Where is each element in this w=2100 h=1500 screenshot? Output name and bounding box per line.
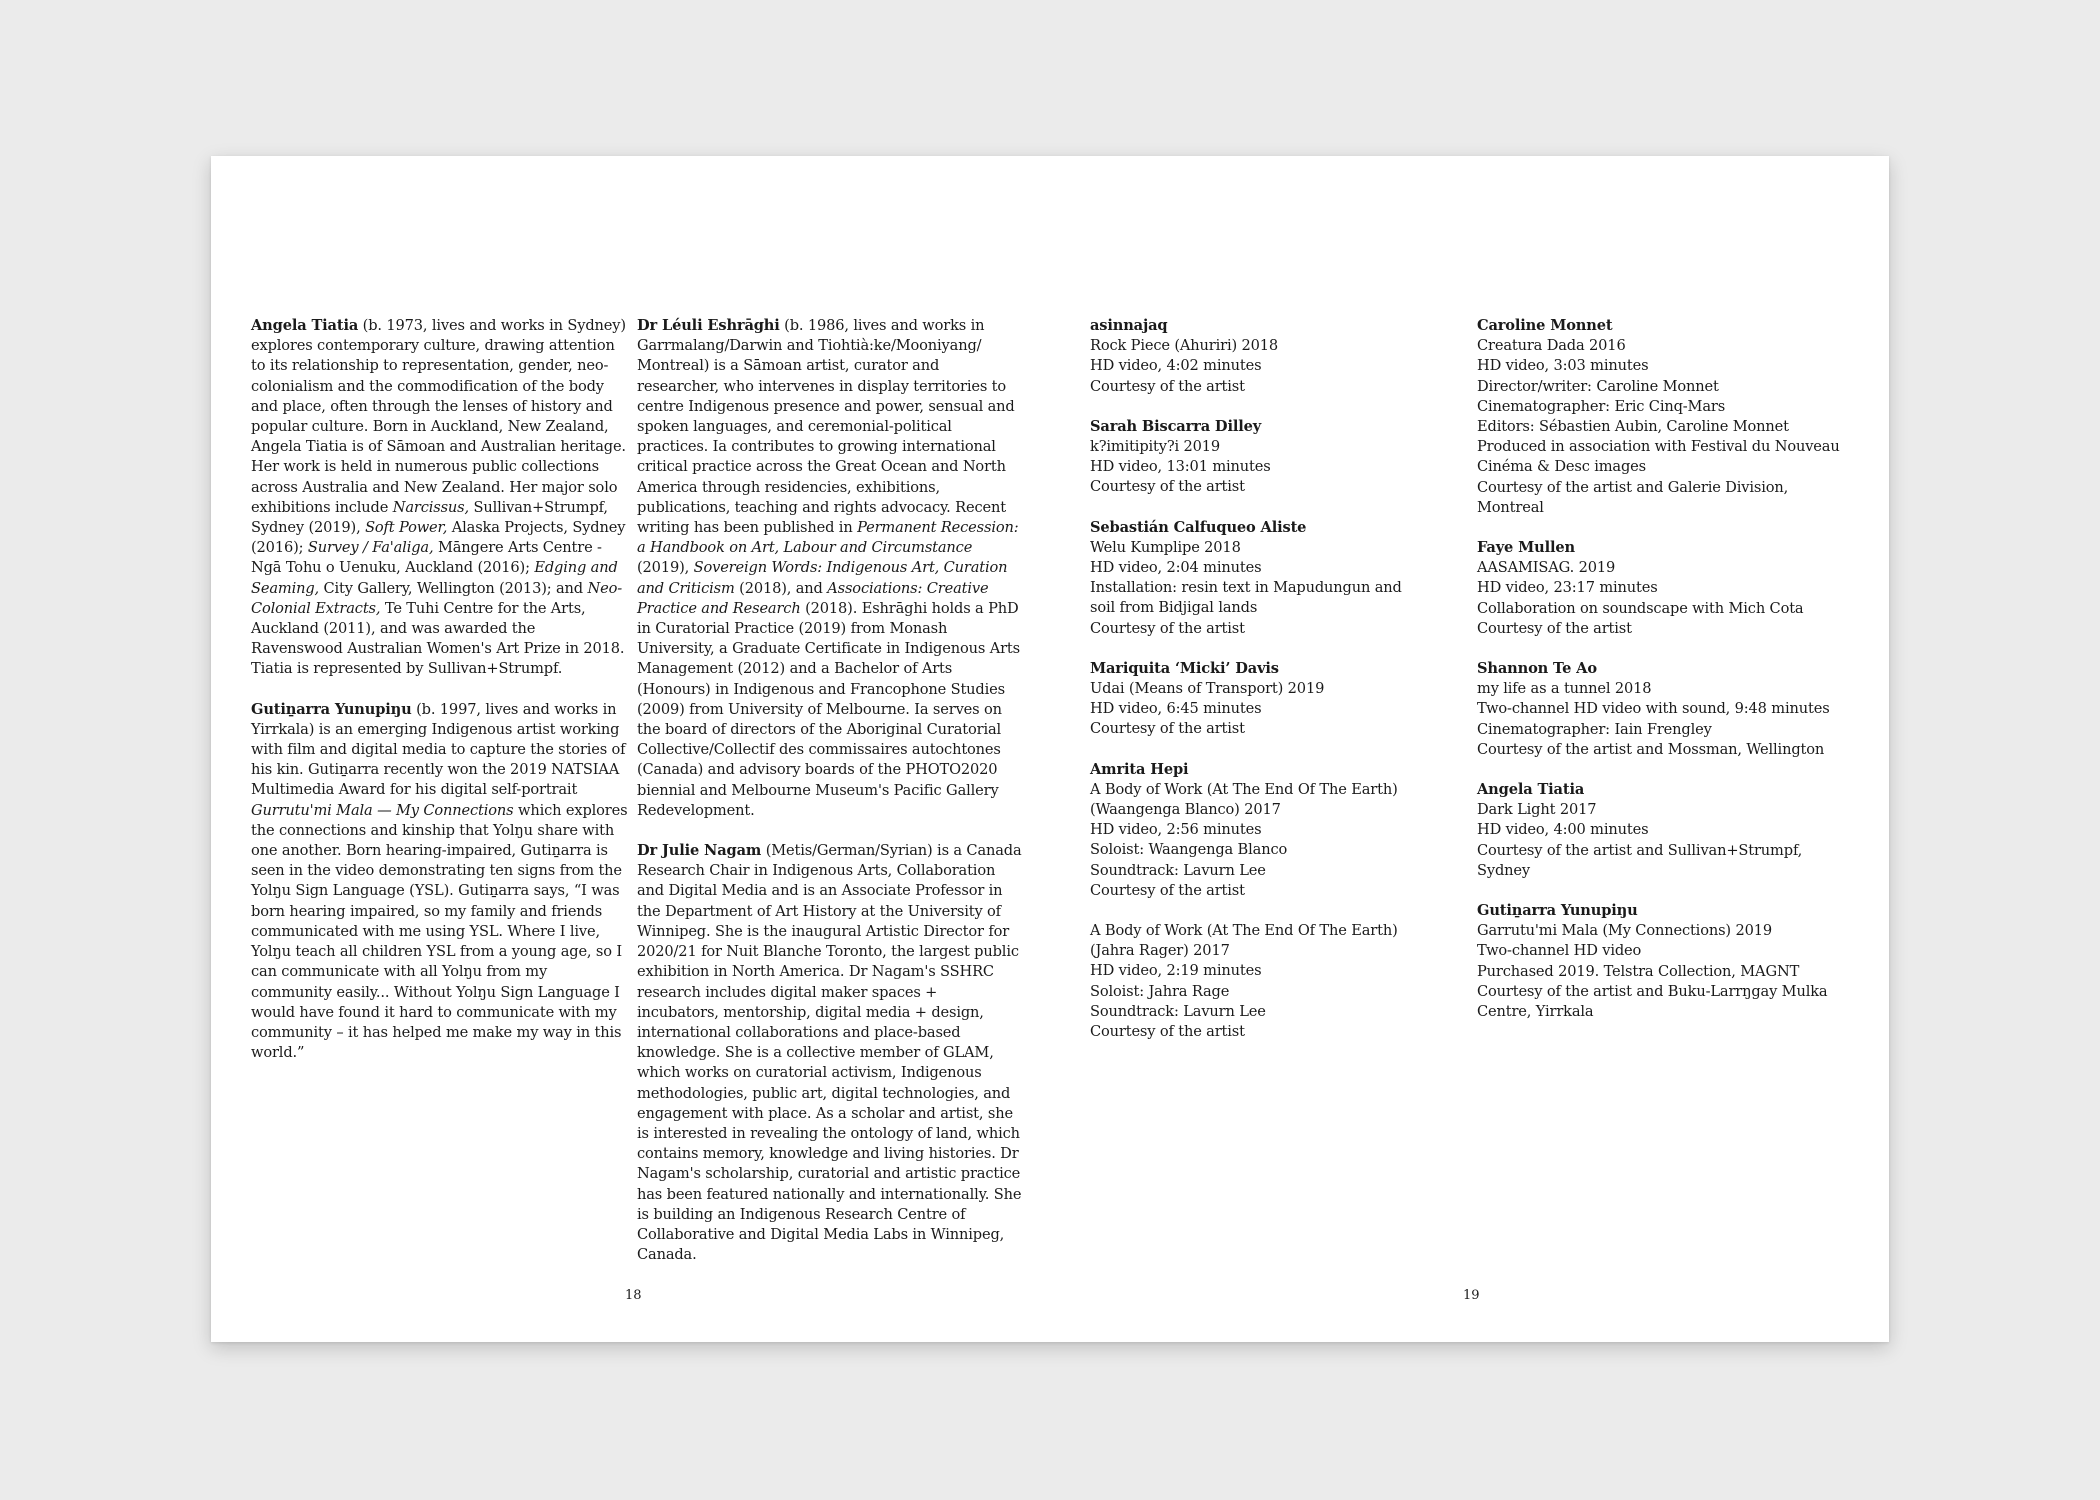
bio-text: (b. 1973, lives and works in Sydney) explores contemporary culture, drawing attention to its relationship to representation, gender, neo-colonialism and the commodification of the body and place, often through the lenses of history and popular culture. Born in Auckland, New Zealand, Angela Tiatia is of Sāmoan and Australian heritage. Her work is held in numerous public collections across Australia and New Zealand. Her major solo exhibitions include — [251, 317, 626, 516]
artist-name: Caroline Monnet — [1477, 317, 1613, 334]
work-title-italic: Gurrutu'mi Mala — My Connections — [251, 801, 514, 819]
artist-name: Gutiṉarra Yunupiŋu — [1477, 902, 1638, 920]
artwork-detail: Courtesy of the artist — [1090, 619, 1245, 637]
artwork-detail: HD video, 13:01 minutes — [1090, 458, 1271, 476]
work-title-italic: Permanent Recession: a Handbook on Art, Labour and Circumstance — [637, 519, 1019, 557]
work-title-italic: Neo-Colonial Extracts, — [251, 579, 623, 617]
artist-name: asinnajaq — [1090, 317, 1168, 334]
bio-text: (b. 1986, lives and works in Garrmalang/Darwin and Tiohtià:ke/Mooniyang/ Montreal) is a Sāmoan artist, curator and researcher, who intervenes in display territories to centre Indigenous presence and power, sensual and spoken languages, and ceremonial-political practices. Ia contributes to growing international critical practice across the Great Ocean and North America through residencies, exhibitions, publications, teaching and rights advocacy. Recent writing has been published in — [637, 317, 1015, 537]
bio-paragraph — [637, 316, 1023, 821]
work-title-italic: Sovereign Words: Indigenous Art, Curation and Criticism — [637, 559, 1008, 597]
work-title-italic: Survey / Fa'aliga, — [307, 539, 434, 557]
bio-text: City Gallery, Wellington (2013); and — [319, 579, 588, 597]
artwork-detail: Produced in association with Festival du Nouveau Cinéma & Desc images — [1477, 438, 1840, 476]
page-number-left: 18 — [625, 1288, 642, 1303]
artwork-detail: Soundtrack: Lavurn Lee — [1090, 1002, 1266, 1020]
works-column-right — [1477, 316, 1857, 1042]
artwork-detail: Two-channel HD video with sound, 9:48 minutes — [1477, 700, 1830, 718]
artwork-detail: HD video, 6:45 minutes — [1090, 700, 1262, 718]
work-title-italic: Narcissus, — [392, 498, 470, 516]
artwork-title: AASAMISAG. 2019 — [1477, 559, 1616, 577]
bio-text: (2019), — [637, 559, 694, 577]
artwork-title: Rock Piece (Ahuriri) 2018 — [1090, 337, 1279, 355]
artwork-detail: Courtesy of the artist — [1090, 720, 1245, 738]
bio-text: Māngere Arts Centre - Ngā Tohu o Uenuku, Auckland (2016); — [251, 539, 602, 577]
artwork-entry — [1090, 316, 1420, 397]
work-title-italic: Soft Power, — [365, 519, 448, 537]
artwork-title: Welu Kumplipe 2018 — [1090, 538, 1241, 556]
artwork-detail: Editors: Sébastien Aubin, Caroline Monnet — [1477, 418, 1789, 436]
artwork-title: A Body of Work (At The End Of The Earth) (Waangenga Blanco) 2017 — [1090, 780, 1398, 819]
artwork-detail: HD video, 23:17 minutes — [1477, 579, 1658, 597]
artwork-entry — [1477, 901, 1857, 1022]
bio-paragraph — [251, 316, 629, 680]
bio-text: (b. 1997, lives and works in Yirrkala) is an emerging Indigenous artist working with film and digital media to capture the stories of his kin. Gutiṉarra recently won the 2019 NATSIAA Multimedia Award for his digital self-portrait — [251, 700, 626, 799]
artwork-entry — [1090, 659, 1420, 740]
artwork-entry — [1477, 316, 1857, 518]
artwork-title: Garrutu'mi Mala (My Connections) 2019 — [1477, 922, 1772, 940]
artwork-detail: Courtesy of the artist — [1090, 1023, 1245, 1041]
artwork-detail: Director/writer: Caroline Monnet — [1477, 377, 1719, 395]
artwork-detail: Cinematographer: Eric Cinq-Mars — [1477, 397, 1726, 415]
bio-name: Angela Tiatia — [251, 317, 359, 334]
work-title-italic: Edging and Seaming, — [251, 559, 618, 597]
artwork-title: Dark Light 2017 — [1477, 801, 1597, 819]
bio-paragraph — [251, 700, 629, 1064]
artwork-detail: Two-channel HD video — [1477, 942, 1642, 960]
artwork-detail: HD video, 2:04 minutes — [1090, 559, 1262, 577]
artwork-detail: Cinematographer: Iain Frengley — [1477, 720, 1712, 738]
artwork-entry — [1090, 760, 1420, 901]
artwork-entry — [1090, 518, 1420, 639]
artwork-detail: Courtesy of the artist — [1090, 377, 1245, 395]
bio-text: Alaska Projects, Sydney (2016); — [251, 519, 626, 557]
artwork-title: Udai (Means of Transport) 2019 — [1090, 680, 1325, 698]
artwork-detail: Courtesy of the artist and Galerie Division, Montreal — [1477, 478, 1789, 516]
works-column-center-right — [1090, 316, 1420, 1062]
artist-name: Sebastián Calfuqueo Aliste — [1090, 518, 1307, 536]
book-spread — [211, 156, 1889, 1342]
artwork-detail: Courtesy of the artist and Mossman, Wellington — [1477, 740, 1825, 758]
artist-name: Sarah Biscarra Dilley — [1090, 417, 1262, 435]
artwork-detail: Courtesy of the artist — [1090, 881, 1245, 899]
artwork-entry — [1477, 538, 1857, 639]
artwork-detail: Courtesy of the artist and Sullivan+Strumpf, Sydney — [1477, 841, 1803, 879]
artist-name: Faye Mullen — [1477, 539, 1575, 557]
bio-paragraph — [637, 841, 1023, 1265]
bio-column-left — [251, 316, 629, 1083]
artwork-title: my life as a tunnel 2018 — [1477, 680, 1652, 698]
artwork-detail: HD video, 2:56 minutes — [1090, 821, 1262, 839]
bio-text: (Metis/German/Syrian) is a Canada Research Chair in Indigenous Arts, Collaboration and Digital Media and is an Associate Professor in the Department of Art History at the University of Winnipeg. She is the inaugural Artistic Director for 2020/21 for Nuit Blanche Toronto, the largest public exhibition in North America. Dr Nagam's SSHRC research includes digital maker spaces + incubators, mentorship, digital media + design, international collaborations and place-based knowledge. She is a collective member of GLAM, which works on curatorial activism, Indigenous methodologies, public art, digital technologies, and engagement with place. As a scholar and artist, she is interested in revealing the ontology of land, which contains memory, knowledge and living histories. Dr Nagam's scholarship, curatorial and artistic practice has been featured nationally and internationally. She is building an Indigenous Research Centre of Collaborative and Digital Media Labs in Winnipeg, Canada. — [637, 842, 1022, 1264]
artwork-detail: Soloist: Waangenga Blanco — [1090, 841, 1288, 859]
artwork-detail: Soundtrack: Lavurn Lee — [1090, 861, 1266, 879]
artwork-detail: Courtesy of the artist and Buku-Larrŋgay Mulka Centre, Yirrkala — [1477, 982, 1828, 1021]
artwork-detail: HD video, 2:19 minutes — [1090, 962, 1262, 980]
bio-text: Sullivan+Strumpf, Sydney (2019), — [251, 498, 608, 537]
work-title-italic: Associations: Creative Practice and Research — [637, 579, 989, 617]
artist-name: Amrita Hepi — [1090, 760, 1189, 778]
artwork-title: Creatura Dada 2016 — [1477, 337, 1626, 355]
artist-name: Mariquita ‘Micki’ Davis — [1090, 659, 1279, 677]
bio-name: Dr Léuli Eshrāghi — [637, 317, 780, 334]
bio-text: (2018). Eshrāghi holds a PhD in Curatorial Practice (2019) from Monash University, a Graduate Certificate in Indigenous Arts Management (2012) and a Bachelor of Arts (Honours) in Indigenous and Francophone Studies (2009) from University of Melbourne. Ia serves on the board of directors of the Aboriginal Curatorial Collective/Collectif des commissaires autochtones (Canada) and advisory boards of the PHOTO2020 biennial and Melbourne Museum's Pacific Gallery Redevelopment. — [637, 599, 1020, 819]
bio-text: which explores the connections and kinship that Yolŋu share with one another. Born hearing-impaired, Gutiṉarra is seen in the video demonstrating ten signs from the Yolŋu Sign Language (YSL). Gutiṉarra says, “I was born hearing impaired, so my family and friends communicated with me using YSL. Where I live, Yolŋu teach all children YSL from a young age, so I can communicate with all Yolŋu from my community easily... Without Yolŋu Sign Language I would have found it hard to communicate with my community – it has helped me make my way in this world.” — [251, 801, 628, 1062]
artwork-detail: Courtesy of the artist — [1477, 619, 1632, 637]
artwork-detail: Collaboration on soundscape with Mich Cota — [1477, 599, 1804, 617]
artwork-detail: Courtesy of the artist — [1090, 478, 1245, 496]
artwork-detail: HD video, 3:03 minutes — [1477, 357, 1649, 375]
artwork-detail: Purchased 2019. Telstra Collection, MAGNT — [1477, 962, 1800, 980]
bio-name: Dr Julie Nagam — [637, 842, 762, 860]
artist-name: Angela Tiatia — [1477, 781, 1585, 799]
page-number-right: 19 — [1463, 1288, 1480, 1303]
artwork-detail: HD video, 4:00 minutes — [1477, 821, 1649, 839]
artwork-entry — [1090, 417, 1420, 498]
bio-text: Te Tuhi Centre for the Arts, Auckland (2011), and was awarded the Ravenswood Australian Women's Art Prize in 2018. Tiatia is represented by Sullivan+Strumpf. — [251, 599, 625, 678]
artwork-title: k?imitipity?i 2019 — [1090, 438, 1221, 456]
artwork-detail: HD video, 4:02 minutes — [1090, 357, 1262, 375]
bio-column-center-left — [637, 316, 1023, 1285]
artwork-detail: Installation: resin text in Mapudungun and soil from Bidjigal lands — [1090, 579, 1402, 617]
artwork-entry — [1090, 921, 1420, 1042]
artist-name: Shannon Te Ao — [1477, 660, 1597, 678]
artwork-title: A Body of Work (At The End Of The Earth) (Jahra Rager) 2017 — [1090, 922, 1398, 960]
artwork-entry — [1477, 780, 1857, 881]
bio-name: Gutiṉarra Yunupiŋu — [251, 700, 412, 718]
artwork-entry — [1477, 659, 1857, 760]
bio-text: (2018), and — [734, 579, 828, 597]
artwork-detail: Soloist: Jahra Rage — [1090, 982, 1230, 1000]
